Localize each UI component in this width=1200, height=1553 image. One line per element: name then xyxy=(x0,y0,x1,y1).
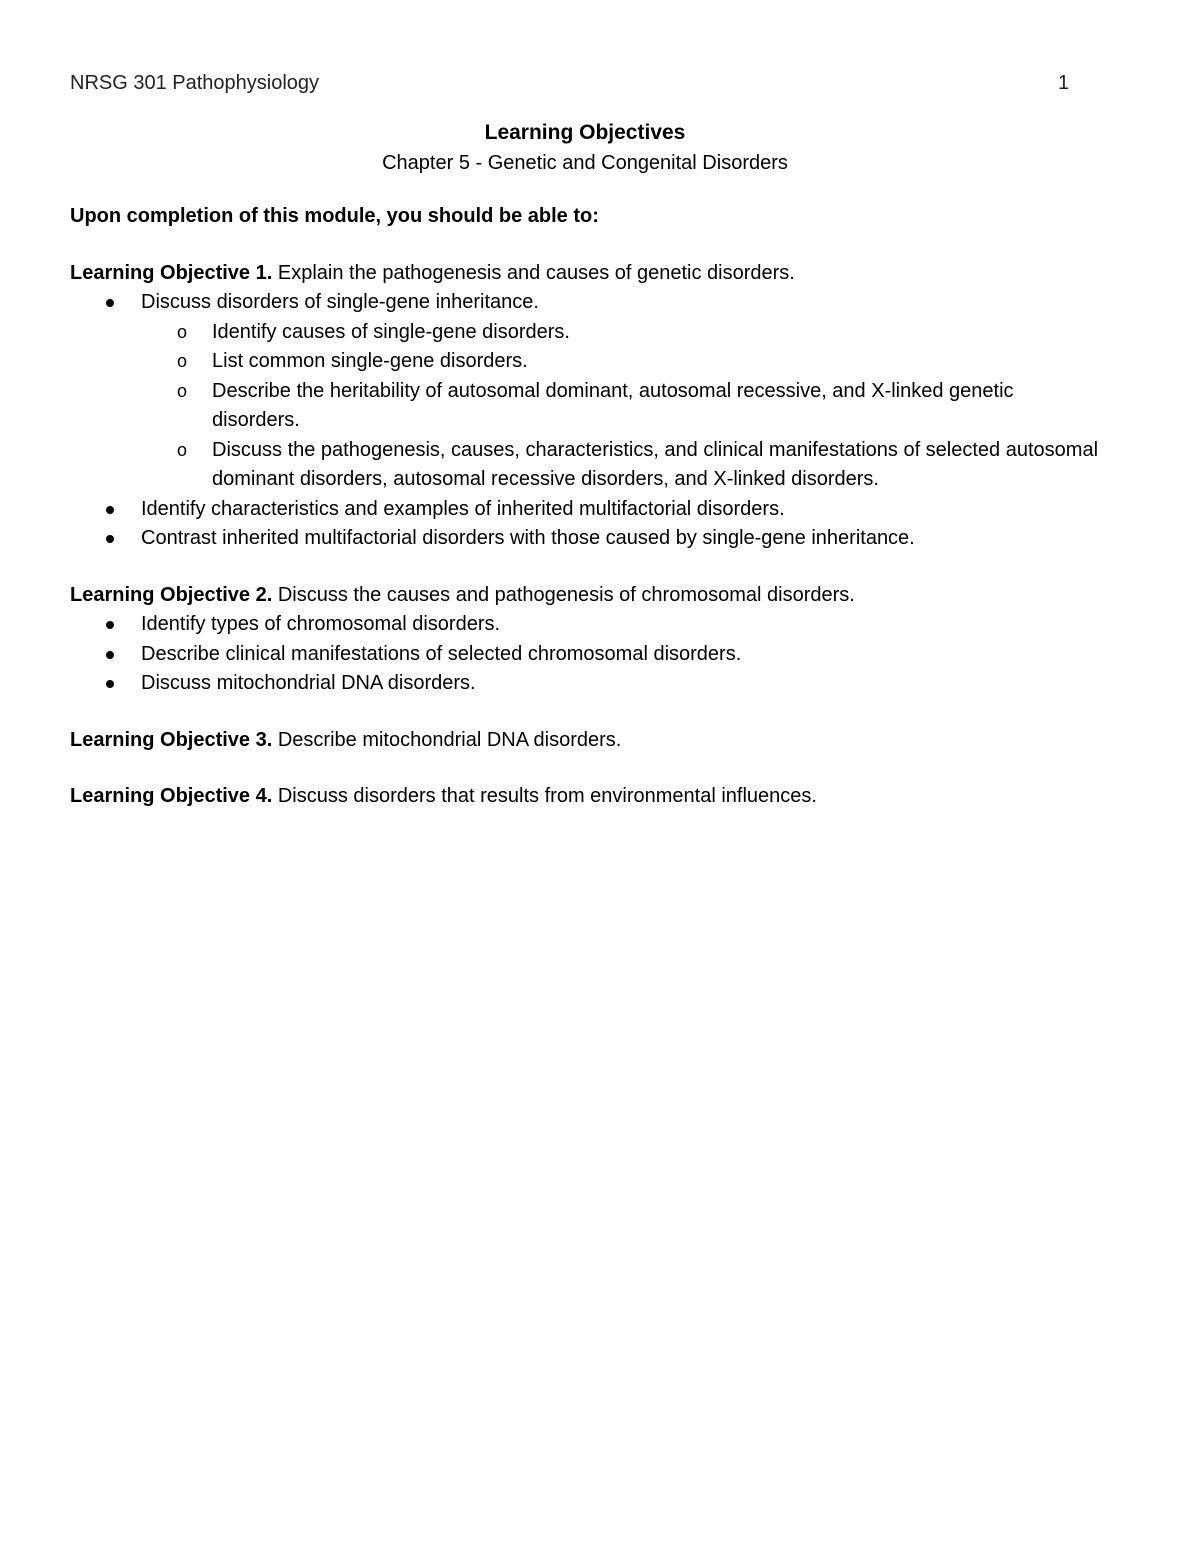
objective-heading xyxy=(70,782,1100,812)
learning-objective-3 xyxy=(70,726,1100,756)
bullet-item xyxy=(70,288,1100,495)
objective-bullet-list xyxy=(70,610,1100,699)
document-title: Learning Objectives xyxy=(484,121,686,144)
bullet-text: Discuss mitochondrial DNA disorders. xyxy=(141,672,476,694)
objective-label: Learning Objective 3. xyxy=(70,728,273,751)
bullet-text: Identify types of chromosomal disorders. xyxy=(141,613,501,635)
sub-bullet-item: o Describe the heritability of autosomal dominant, autosomal recessive, and X-linked genetic disorders. xyxy=(141,377,1100,436)
sub-bullet-list xyxy=(141,318,1100,495)
document-body xyxy=(70,118,1100,812)
document-subtitle: Chapter 5 - Genetic and Congenital Disorders xyxy=(382,151,788,174)
bullet-text: Identify characteristics and examples of inherited multifactorial disorders. xyxy=(141,497,785,520)
sub-bullet-item: o List common single-gene disorders. xyxy=(141,347,1100,377)
objective-text: Describe mitochondrial DNA disorders. xyxy=(272,728,622,751)
learning-objective-2 xyxy=(70,581,1100,699)
objective-label: Learning Objective 2. xyxy=(70,583,273,606)
objective-label: Learning Objective 4. xyxy=(70,785,273,807)
bullet-text: Discuss disorders of single-gene inheritance. xyxy=(141,291,539,313)
bullet-item xyxy=(70,610,1100,640)
bullet-item xyxy=(70,495,1100,525)
learning-objective-1 xyxy=(70,259,1100,554)
sub-bullet-item: o Identify causes of single-gene disorders. xyxy=(141,318,1100,348)
intro-statement: Upon completion of this module, you should be able to: xyxy=(70,205,599,227)
learning-objective-4 xyxy=(70,782,1100,812)
objective-bullet-list xyxy=(70,288,1100,554)
objective-text: Discuss disorders that results from environmental influences. xyxy=(272,785,817,807)
bullet-text: Contrast inherited multifactorial disorders with those caused by single-gene inheritance. xyxy=(141,527,915,549)
bullet-item xyxy=(70,669,1100,699)
objective-text: Discuss the causes and pathogenesis of chromosomal disorders. xyxy=(272,583,855,606)
objective-heading xyxy=(70,726,1100,756)
bullet-text: Describe clinical manifestations of selected chromosomal disorders. xyxy=(141,642,742,665)
sub-bullet-item: o Discuss the pathogenesis, causes, characteristics, and clinical manifestations of selected autosomal dominant disorders, autosomal recessive disorders, and X-linked disorders. xyxy=(141,436,1100,495)
objective-label: Learning Objective 1. xyxy=(70,261,273,284)
header-course: NRSG 301 Pathophysiology xyxy=(70,72,320,94)
objective-text: Explain the pathogenesis and causes of genetic disorders. xyxy=(272,261,795,284)
bullet-item xyxy=(70,640,1100,670)
bullet-item xyxy=(70,524,1100,554)
objective-heading xyxy=(70,259,1100,289)
header-page-number: 1 xyxy=(1058,72,1070,94)
objective-heading xyxy=(70,581,1100,611)
